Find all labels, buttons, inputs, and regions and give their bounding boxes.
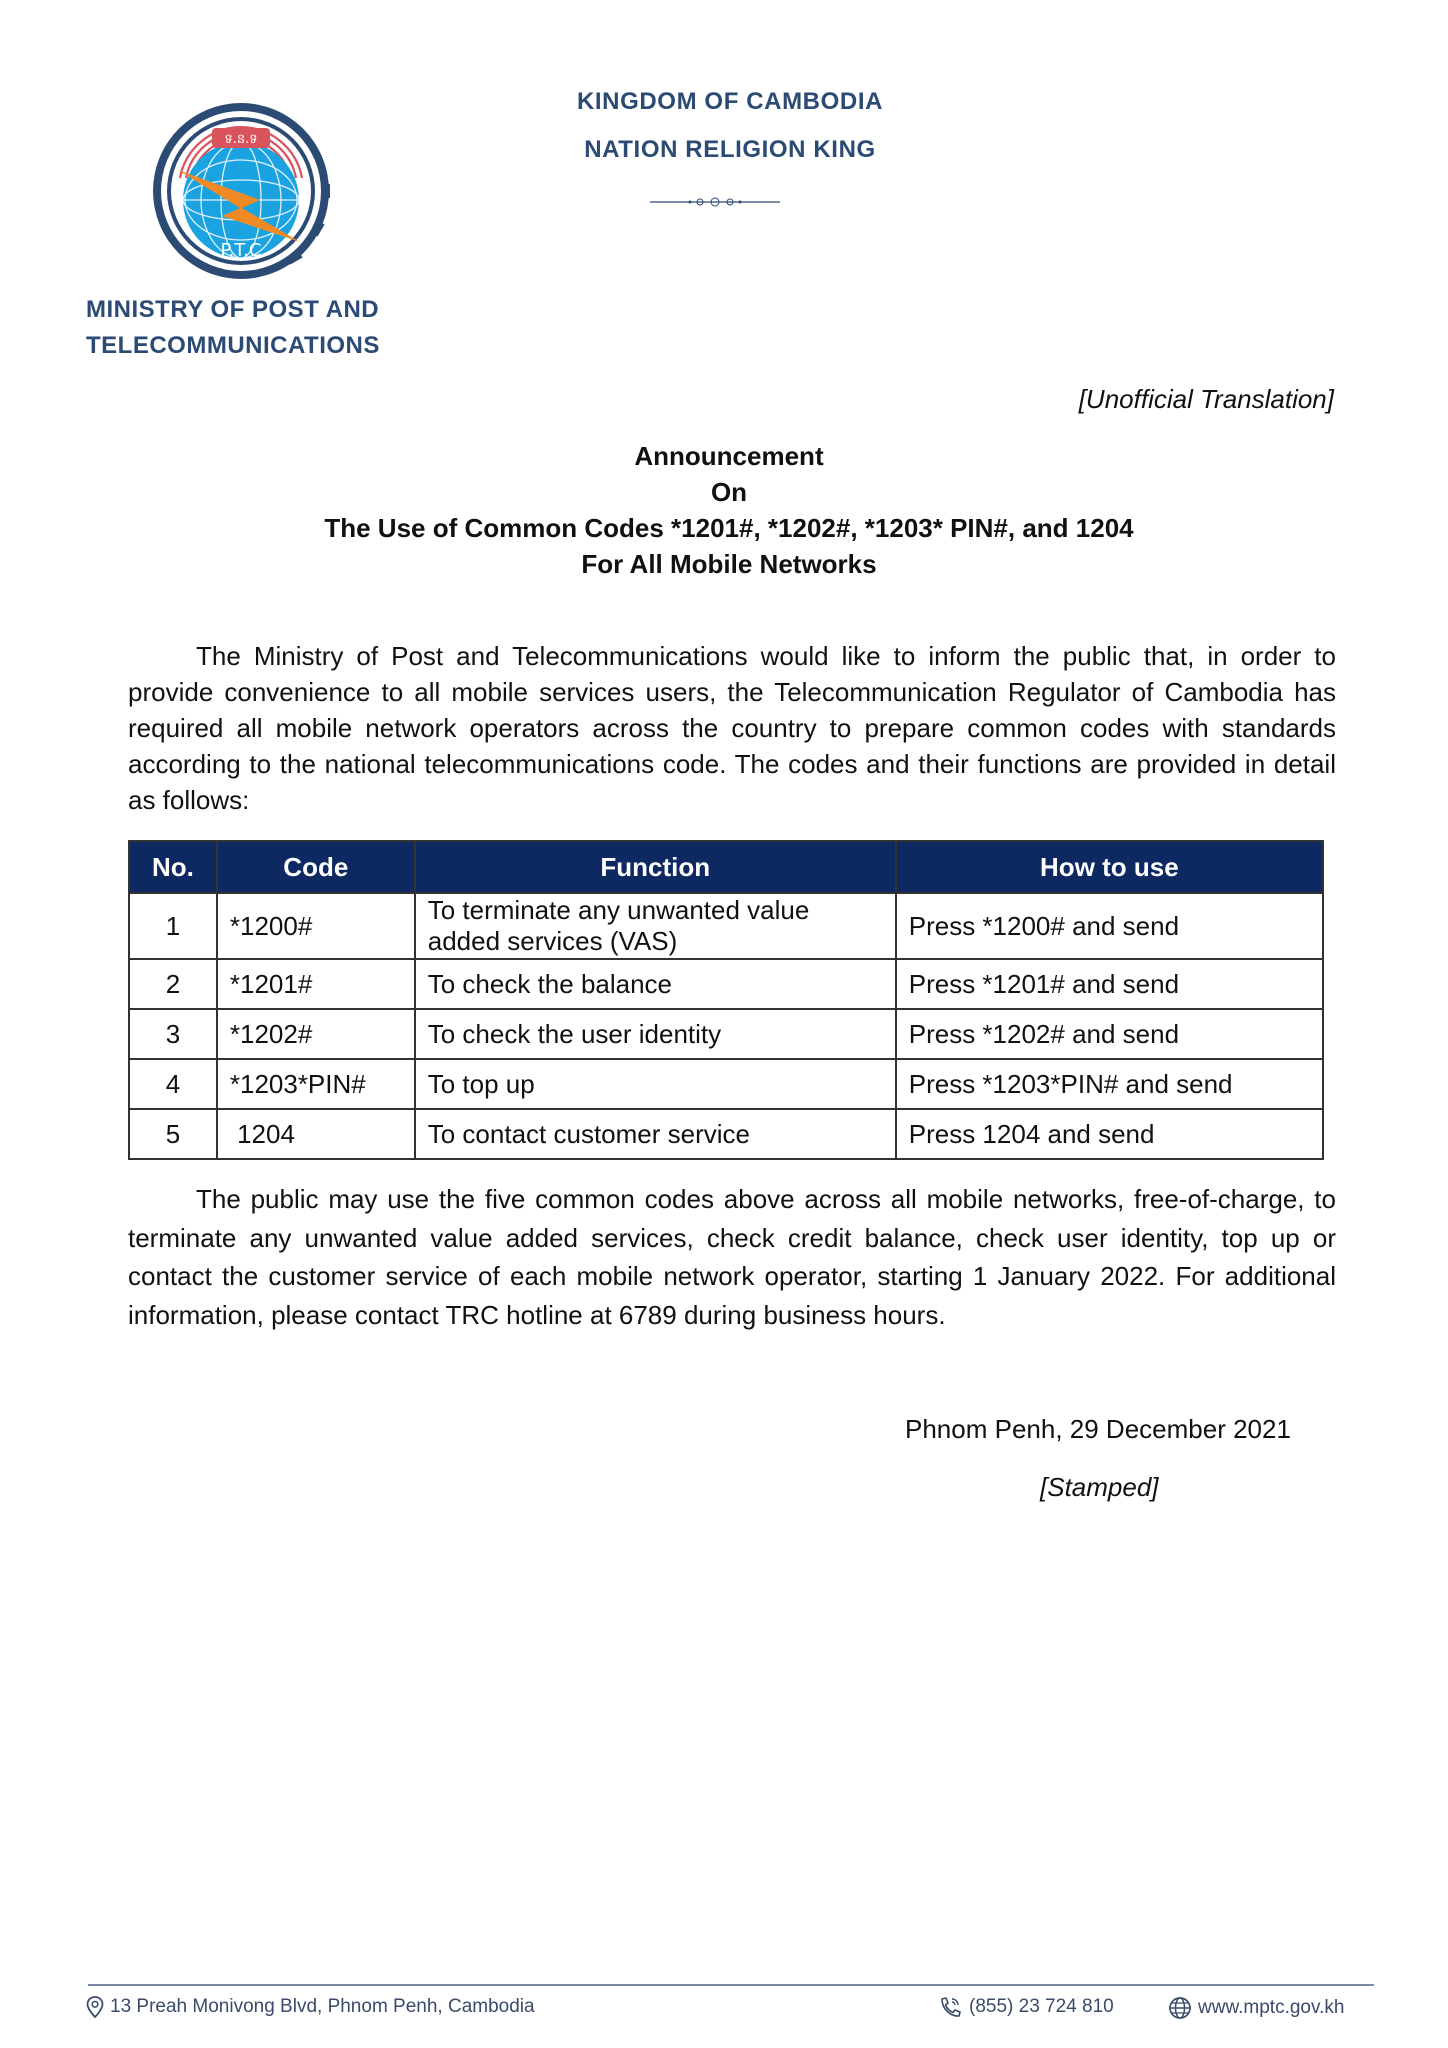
row-code: *1200#: [217, 893, 415, 959]
row-function: To check the balance: [415, 959, 896, 1009]
footer-address-text: 13 Preah Monivong Blvd, Phnom Penh, Cambodia: [110, 1996, 535, 2017]
row-no: 3: [129, 1009, 217, 1059]
kingdom-line-1: KINGDOM OF CAMBODIA: [576, 88, 884, 115]
table-row: [129, 959, 1323, 1009]
ministry-line-2: TELECOMMUNICATIONS: [86, 332, 380, 359]
stamped-note: [Stamped]: [1040, 1472, 1159, 1502]
row-code: 1204: [217, 1109, 415, 1159]
intro-text: The Ministry of Post and Telecommunications would like to inform the public that, in order to provide convenience to all mobile services users, the Telecommunication Regulator of Cambodia has required all mobile network operators across the country to prepare common codes with standards according to the national telecommunications code. The codes and their functions are provided in detail as follows:: [128, 641, 1336, 815]
row-function: [415, 893, 896, 959]
ministry-logo: [150, 100, 332, 282]
date-line: Phnom Penh, 29 December 2021: [905, 1414, 1291, 1444]
title-line-4: For All Mobile Networks: [581, 549, 877, 579]
row-how: Press 1204 and send: [896, 1109, 1323, 1159]
row-no: 2: [129, 959, 217, 1009]
kingdom-motto: [480, 78, 980, 174]
closing-text: The public may use the five common codes above across all mobile networks, free-of-charge, to terminate any unwanted value added services, check credit balance, check user identity, top up or contact the customer service of each mobile network operator, starting 1 January 2022. For additional information, please contact TRC hotline at 6789 during business hours.: [128, 1184, 1336, 1330]
header-no: No.: [129, 841, 217, 893]
row-code: *1203*PIN#: [217, 1059, 415, 1109]
row-code: *1202#: [217, 1009, 415, 1059]
row-how: Press *1202# and send: [896, 1009, 1323, 1059]
logo-text-bottom: P.T.C: [220, 240, 262, 261]
row-no: 1: [129, 893, 217, 959]
footer-divider: [88, 1984, 1374, 1986]
title-line-2: On: [710, 477, 748, 507]
location-pin-icon: [86, 1996, 104, 2018]
kingdom-line-2: NATION RELIGION KING: [584, 136, 876, 163]
row-function: To top up: [415, 1059, 896, 1109]
intro-paragraph: [128, 638, 1336, 818]
header-code: Code: [217, 841, 415, 893]
header-how-to-use: How to use: [896, 841, 1323, 893]
ornament-divider: [650, 196, 780, 208]
row-code: *1201#: [217, 959, 415, 1009]
unofficial-translation-note: [Unofficial Translation]: [1078, 384, 1334, 414]
row-no: 4: [129, 1059, 217, 1109]
row-no: 5: [129, 1109, 217, 1159]
footer-phone: [937, 1996, 1114, 2018]
table-row: [129, 1109, 1323, 1159]
logo-text-top: ទ.ន.ទ: [224, 132, 258, 147]
row-function-line-1: To terminate any unwanted value: [427, 895, 810, 925]
row-how: Press *1201# and send: [896, 959, 1323, 1009]
table-row: [129, 1059, 1323, 1109]
header-function: Function: [415, 841, 896, 893]
codes-table: [128, 840, 1324, 1160]
announcement-title: [0, 438, 1448, 582]
footer-website: [1168, 1996, 1344, 2020]
footer-website-text: www.mptc.gov.kh: [1198, 1997, 1345, 2018]
footer-address: [86, 1996, 535, 2018]
title-line-3: The Use of Common Codes *1201#, *1202#, *1203* PIN#, and 1204: [324, 513, 1134, 543]
row-how: Press *1200# and send: [896, 893, 1323, 959]
title-line-1: Announcement: [634, 441, 824, 471]
closing-paragraph: [128, 1180, 1336, 1334]
table-row: [129, 1009, 1323, 1059]
table-header-row: [129, 841, 1323, 893]
ministry-line-1: MINISTRY OF POST AND: [86, 296, 380, 323]
table-row: [129, 893, 1323, 959]
row-function: To check the user identity: [415, 1009, 896, 1059]
row-function: To contact customer service: [415, 1109, 896, 1159]
row-how: Press *1203*PIN# and send: [896, 1059, 1323, 1109]
ministry-name: [86, 292, 380, 364]
globe-icon: [1168, 1996, 1192, 2020]
row-function-line-2: added services (VAS): [427, 926, 678, 956]
footer-phone-text: (855) 23 724 810: [969, 1996, 1114, 2017]
phone-icon: [937, 1996, 963, 2018]
